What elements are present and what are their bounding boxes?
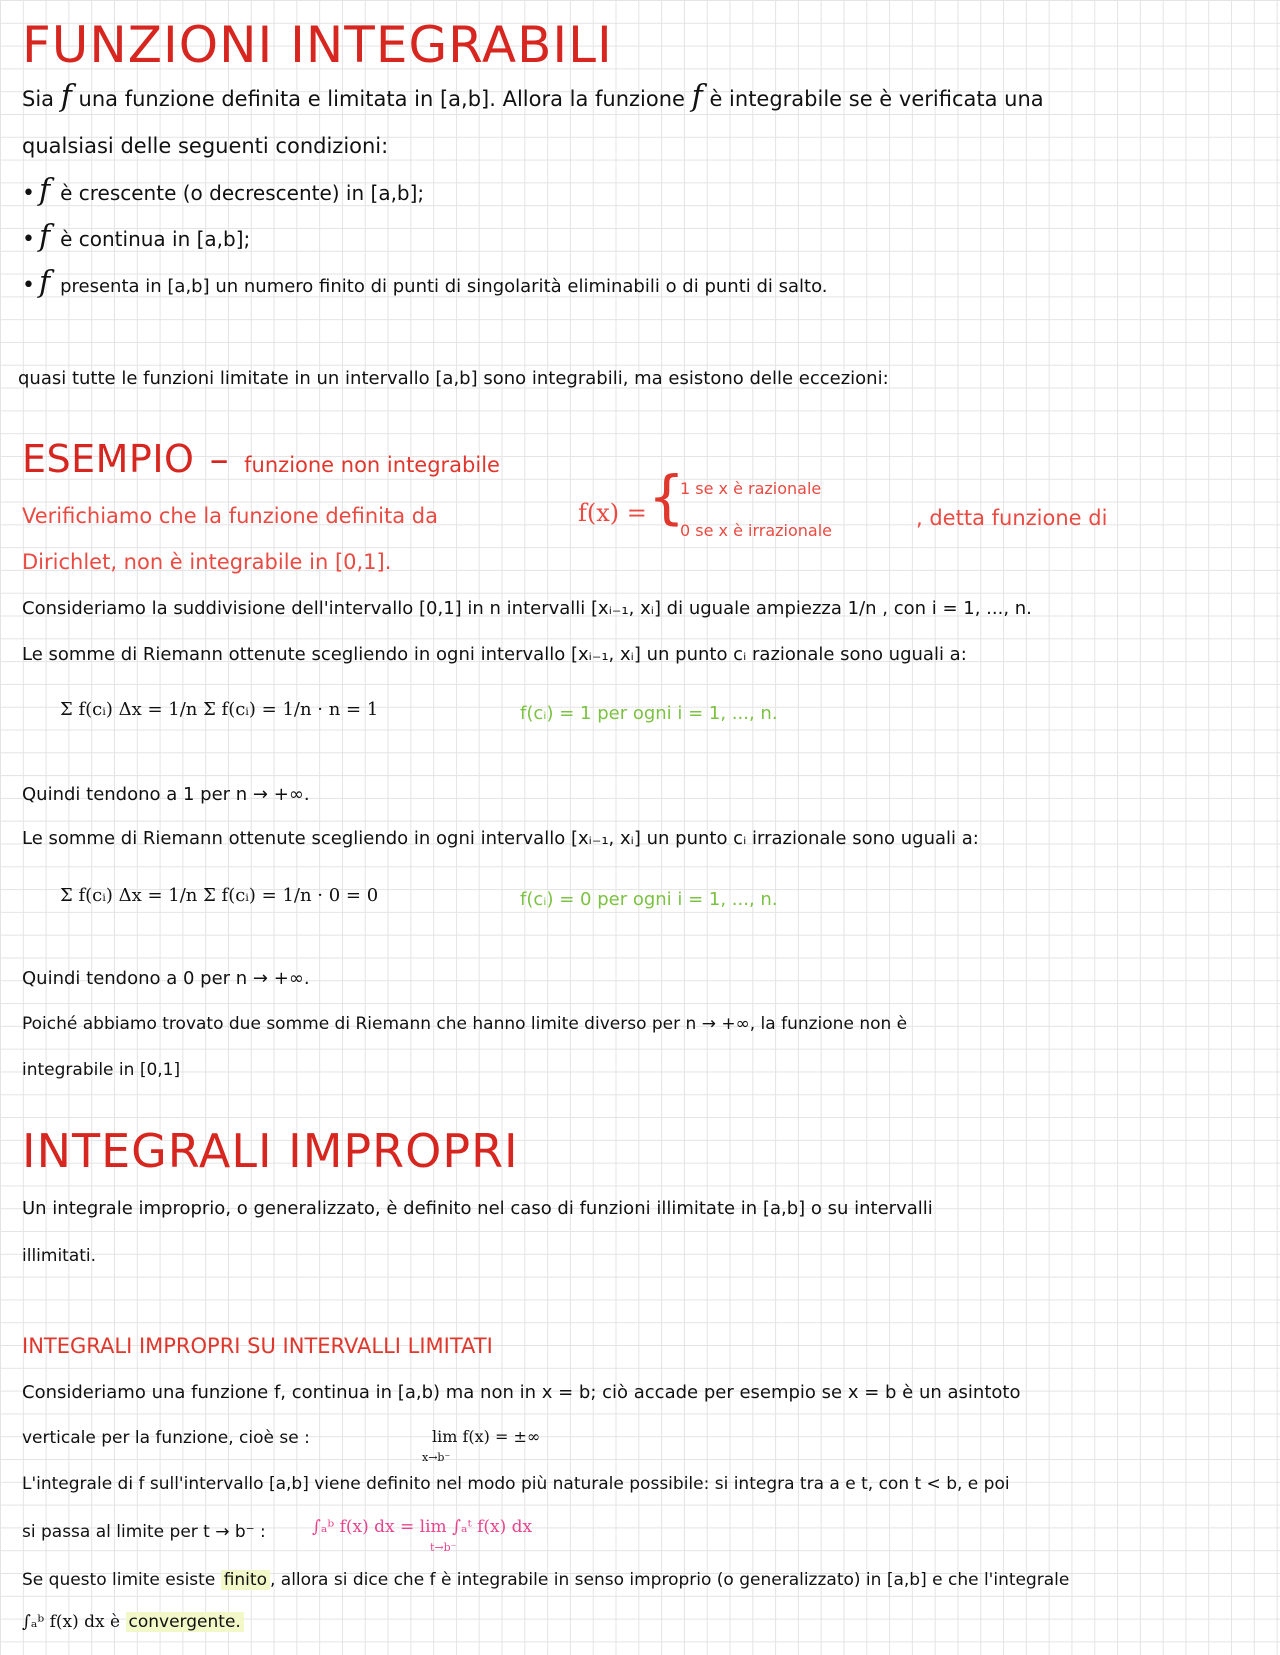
intro-text-c: è integrabile se è verificata una	[709, 87, 1044, 111]
limit-subscript: x→b⁻	[422, 1451, 451, 1464]
bullet-f-symbol: f	[38, 265, 51, 300]
note-exceptions: quasi tutte le funzioni limitate in un intervallo [a,b] sono integrabili, ma esistono delle eccezioni:	[18, 368, 889, 389]
limit-1-line: Quindi tendono a 1 per n → +∞.	[22, 784, 310, 805]
intro-f-symbol-2: f	[691, 79, 703, 114]
irrational-sums-line: Le somme di Riemann ottenute scegliendo in ogni intervallo [xᵢ₋₁, xᵢ] un punto cᵢ irrazionale sono uguali a:	[22, 828, 979, 849]
bullet-item	[22, 219, 251, 254]
intro-f-symbol: f	[60, 79, 72, 114]
improper-integral-formula: ∫ₐᵇ f(x) dx = lim ∫ₐᵗ f(x) dx	[312, 1517, 533, 1537]
bullet-mark: •	[22, 227, 35, 252]
limit-formula: lim f(x) = ±∞	[432, 1427, 541, 1446]
note-irrational: f(cᵢ) = 0 per ogni i = 1, ..., n.	[520, 889, 778, 910]
title-integrali-impropri: INTEGRALI IMPROPRI	[22, 1124, 519, 1178]
subdivision-line: Consideriamo la suddivisione dell'intervallo [0,1] in n intervalli [xᵢ₋₁, xᵢ] di uguale ampiezza 1/n , con i = 1, ..., n.	[22, 598, 1032, 619]
limit-0-line: Quindi tendono a 0 per n → +∞.	[22, 968, 310, 989]
example-subtitle: funzione non integrabile	[244, 453, 500, 477]
bullet-f-symbol: f	[38, 173, 51, 208]
rational-sums-line: Le somme di Riemann ottenute scegliendo in ogni intervallo [xᵢ₋₁, xᵢ] un punto cᵢ razionale sono uguali a:	[22, 644, 967, 665]
convergence-text-a: Se questo limite esiste	[22, 1570, 216, 1590]
subtitle-intervalli-limitati: INTEGRALI IMPROPRI SU INTERVALLI LIMITATI	[22, 1334, 493, 1358]
intro-line-1	[22, 79, 1044, 114]
example-line-1-end: , detta funzione di	[916, 506, 1108, 530]
bullet-item	[22, 173, 425, 208]
convergence-text-b: , allora si dice che f è integrabile in senso improprio (o generalizzato) in [a,b] e che l'integrale	[269, 1570, 1070, 1590]
improper-def-line-2: illimitati.	[22, 1246, 97, 1266]
bullet-text: presenta in [a,b] un numero finito di punti di singolarità eliminabili o di punti di salto.	[60, 276, 828, 297]
example-title: ESEMPIO	[22, 437, 195, 481]
intro-line-2: qualsiasi delle seguenti condizioni:	[22, 134, 389, 158]
bullet-item	[22, 265, 828, 300]
bullet-text: è continua in [a,b];	[60, 227, 251, 251]
bullet-mark: •	[22, 273, 35, 298]
example-line-1: Verifichiamo che la funzione definita da	[22, 504, 438, 528]
sum-irrational-formula: Σ f(cᵢ) Δx = 1/n Σ f(cᵢ) = 1/n · 0 = 0	[60, 885, 379, 906]
conclusion-line-1: Poiché abbiamo trovato due somme di Riemann che hanno limite diverso per n → +∞, la funzione non è	[22, 1014, 908, 1034]
fx-label: f(x) =	[578, 499, 647, 527]
limit-pass-line: si passa al limite per t → b⁻ :	[22, 1522, 266, 1542]
highlight-finito: finito	[221, 1570, 270, 1590]
formula-subscript: t→b⁻	[430, 1541, 457, 1554]
convergence-line	[22, 1572, 1069, 1589]
title-funzioni-integrabili: FUNZIONI INTEGRABILI	[22, 16, 613, 74]
brace-icon: {	[648, 463, 685, 531]
improper-def-line: L'integrale di f sull'intervallo [a,b] viene definito nel modo più naturale possibile: si integra tra a e t, con t < b, e poi	[22, 1474, 1010, 1494]
example-dash: –	[209, 437, 230, 481]
consider-line: Consideriamo una funzione f, continua in [a,b) ma non in x = b; ciò accade per esempio se x = b è un asintoto	[22, 1382, 1021, 1403]
bullet-f-symbol: f	[38, 219, 51, 254]
case-irrational: 0 se x è irrazionale	[680, 521, 833, 540]
intro-text-a: Sia	[22, 87, 55, 111]
case-rational: 1 se x è razionale	[680, 479, 822, 498]
example-line-2: Dirichlet, non è integrabile in [0,1].	[22, 550, 392, 574]
sum-rational-formula: Σ f(cᵢ) Δx = 1/n Σ f(cᵢ) = 1/n · n = 1	[60, 699, 379, 720]
integral-expression: ∫ₐᵇ f(x) dx è	[22, 1612, 121, 1632]
example-heading	[22, 437, 500, 481]
convergent-line	[22, 1614, 244, 1631]
highlight-convergente: convergente.	[126, 1612, 244, 1632]
conclusion-line-2: integrabile in [0,1]	[22, 1060, 181, 1080]
intro-text-b: una funzione definita e limitata in [a,b]. Allora la funzione	[78, 87, 685, 111]
bullet-mark: •	[22, 181, 35, 206]
note-rational: f(cᵢ) = 1 per ogni i = 1, ..., n.	[520, 703, 778, 724]
vertical-asymptote-line: verticale per la funzione, cioè se :	[22, 1428, 310, 1448]
improper-def-line-1: Un integrale improprio, o generalizzato, è definito nel caso di funzioni illimitate in [a,b] o su intervalli	[22, 1198, 933, 1219]
bullet-text: è crescente (o decrescente) in [a,b];	[60, 181, 425, 205]
